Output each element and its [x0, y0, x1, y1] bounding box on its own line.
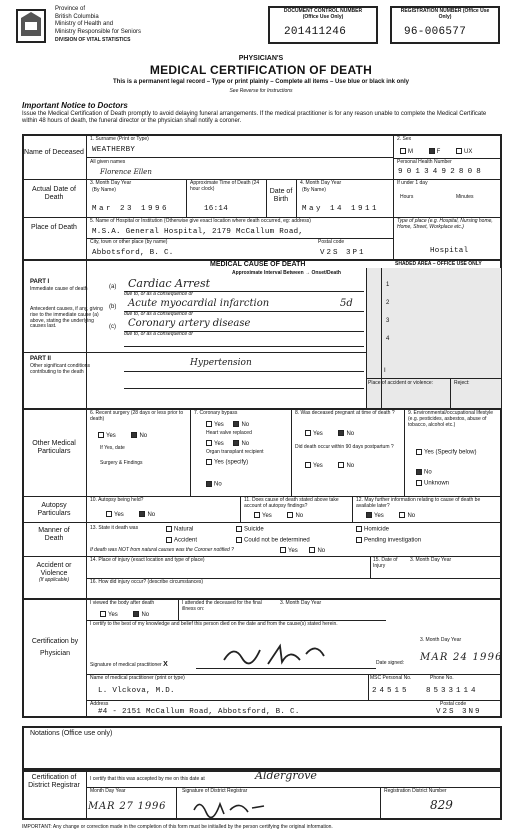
heart-valve-yes[interactable]: Yes [206, 441, 224, 447]
part2-label: PART II [30, 356, 51, 362]
cause-a-value: Cardiac Arrest [128, 277, 211, 290]
time-value: 16:14 [204, 205, 229, 213]
q11-no[interactable]: No [287, 513, 303, 519]
physician-signature [220, 640, 330, 671]
rule [86, 157, 393, 158]
cause-b-interval: 5d [340, 298, 353, 309]
registrar-section-label: Certification of District Registrar [28, 774, 80, 790]
row-mark-2: 2 [386, 300, 390, 306]
footer-important: IMPORTANT: Any change or correction made in the completion of this form must be initialled by the person certifying the original information. [22, 824, 333, 830]
registrar-place: Aldergrove [255, 769, 317, 782]
sex-f-checkbox[interactable]: F [429, 149, 441, 155]
rule [291, 408, 292, 496]
q11-yes[interactable]: Yes [254, 513, 272, 519]
manner-homicide[interactable]: Homicide [356, 526, 389, 533]
rule [296, 179, 297, 217]
rule [124, 371, 364, 372]
q7-label: 7. Coronary bypass [194, 410, 238, 416]
death-date-by-name: (By Name) [92, 187, 116, 193]
cause-b-marker: (b) [109, 304, 117, 310]
q6-no[interactable]: No [131, 433, 147, 439]
q6-label: 6. Recent surgery (28 days or less prior to death) [90, 410, 184, 422]
row-mark-4: 4 [386, 336, 390, 342]
if-yes-date: If Yes, date [100, 445, 125, 451]
due-to-a: due to, or as a consequence of [124, 291, 193, 297]
death-date-value: Mar 23 1996 [92, 205, 170, 213]
rule [190, 408, 191, 496]
place-type-label: Type of place (e.g. Hospital, Nursing home, Home, Street, Workplace etc.) [397, 218, 493, 230]
notations-label: Notations (Office use only) [30, 730, 113, 737]
attended-label: I attended the deceased for the final illness on: [182, 600, 262, 612]
part2-value: Hypertension [190, 358, 252, 368]
given-names-value: Florence Ellen [100, 168, 152, 176]
rule [124, 346, 364, 347]
q7-yes[interactable]: Yes [206, 422, 224, 428]
registrar-signature [190, 796, 270, 821]
city-label: City, town or other place (by name) [90, 239, 168, 245]
q12-yes[interactable]: Yes [366, 513, 384, 519]
attended-date-header: 3. Month Day Year [280, 600, 322, 606]
hospital-value: M.S.A. General Hospital, 2179 McCallum Road, [92, 228, 304, 236]
birth-section-label: Date of Birth [269, 188, 293, 204]
rule [381, 268, 382, 408]
place-section-label: Place of Death [31, 224, 77, 231]
q15-label: 15. Date of Injury [373, 557, 398, 569]
manner-natural[interactable]: Natural [166, 526, 193, 533]
q16-label: 16. How did injury occur? (describe circumstances) [90, 579, 204, 585]
accident-section-label: Accident or Violence (If applicable) [36, 562, 72, 584]
rule [450, 378, 451, 408]
heart-valve-options [206, 440, 249, 447]
q12-label: 12. May further information relating to cause of death be available later? [356, 497, 481, 509]
document-control-number: 201411246 [284, 26, 347, 38]
heart-valve-no[interactable]: No [233, 441, 249, 447]
other-section-label: Other Medical Particulars [32, 440, 76, 456]
sex-m-checkbox[interactable]: M [400, 149, 413, 155]
province-heading: Province of British Columbia Ministry of Health and Ministry Responsible for Seniors DIVISION OF VITAL STATISTICS [55, 6, 142, 43]
cause-c-value: Coronary artery disease [128, 318, 251, 329]
rule [186, 179, 187, 217]
coroner-options [280, 547, 325, 554]
q8-no[interactable]: No [338, 431, 354, 437]
q9-unknown[interactable]: Unknown [416, 480, 449, 487]
physicians-heading: PHYSICIAN'S [238, 55, 284, 62]
notice-text: Issue the Medical Certification of Death promptly to avoid delaying funeral arrangements. If the medical practitioner is for any reason unable to complete the Medical Certificate within 48 hours of death, the funeral director or the physician shall notify a coroner. [22, 111, 487, 124]
q15-date-header: 3. Month Day Year [410, 557, 452, 563]
q8b-no[interactable]: No [338, 463, 354, 469]
rule [352, 496, 353, 522]
under-1-day: If under 1 day [397, 180, 428, 186]
viewed-no[interactable]: No [133, 612, 149, 618]
q10-no[interactable]: No [139, 512, 155, 518]
part1-sub: Immediate cause of death [30, 286, 88, 292]
minutes-label: Minutes [456, 194, 474, 200]
district-label: Registration District Number [384, 788, 447, 794]
phn-value: 9013492808 [398, 168, 486, 176]
coroner-no[interactable]: No [309, 548, 325, 554]
rule [393, 135, 394, 179]
organ-no[interactable]: No [206, 481, 222, 488]
office-use-label: SHADED AREA – OFFICE USE ONLY [395, 261, 482, 267]
manner-section-label: Manner of Death [38, 527, 70, 543]
q12-options [366, 512, 415, 519]
given-names-label: All given names [90, 159, 126, 165]
q6-yes[interactable]: Yes [98, 433, 116, 439]
birth-date-by-name: (By Name) [302, 187, 326, 193]
q7-options [206, 421, 249, 428]
registrar-signature-label: Signature of District Registrar [182, 788, 248, 794]
notice-heading: Important Notice to Doctors [22, 101, 128, 110]
q9-no[interactable]: No [416, 469, 432, 476]
registrar-date-label: Month Day Year [90, 788, 126, 794]
certify-text: I certify to the best of my knowledge and belief this person died on the date and from the cause(s) stated herein. [90, 621, 338, 627]
q8b-label: Did death occur within 90 days postpartum ? [295, 444, 394, 450]
msc-label: MSC Personal No. [370, 675, 412, 681]
form-title: MEDICAL CERTIFICATION OF DEATH [149, 63, 373, 77]
sex-options [400, 148, 500, 155]
due-to-b: due to, or as a consequence of [124, 311, 193, 317]
coroner-yes[interactable]: Yes [280, 548, 298, 554]
msc-value: 24515 [372, 687, 410, 695]
q8-yes[interactable]: Yes [305, 431, 323, 437]
place-type-value: Hospital [430, 247, 469, 255]
rule [86, 771, 87, 819]
registration-number: 96-006577 [404, 26, 467, 38]
coroner-question: If death was NOT from natural causes was the Coroner notified ? [90, 547, 234, 553]
address-value: #4 - 2151 McCallum Road, Abbotsford, B. C. [98, 708, 300, 716]
certification-section-label: Certification by Physician [31, 638, 79, 657]
sex-ux-checkbox[interactable]: UX [456, 149, 472, 155]
city-value: Abbotsford, B. C. [92, 249, 174, 257]
viewed-yes[interactable]: Yes [100, 612, 118, 618]
rule [240, 496, 241, 522]
time-label: Approximate Time of Death (24 hour clock) [190, 180, 260, 192]
cert-postal-value: V2S 3N9 [436, 708, 482, 716]
reject-label: Reject: [454, 380, 470, 386]
bc-crest-logo [15, 6, 47, 46]
q11-options [254, 512, 303, 519]
practitioner-name: L. Vlckova, M.D. [98, 687, 175, 695]
rule [380, 787, 381, 819]
postal-value: V2S 3P1 [320, 249, 366, 257]
rule [366, 268, 367, 408]
surname-label: 1. Surname (Print or Type) [90, 136, 149, 142]
rule [124, 388, 364, 389]
autopsy-section-label: Autopsy Particulars [37, 502, 71, 518]
manner-pending[interactable]: Pending investigation [356, 537, 421, 544]
q11-label: 11. Does cause of death stated above take account of autopsy findings? [244, 497, 339, 509]
row-mark-3: 3 [386, 318, 390, 324]
sex-label: 2. Sex [397, 136, 412, 142]
cert-postal-label: Postal code [440, 701, 467, 707]
q9-label: 9. Environmental/occupational lifestyle (e.g. pesticides, asbestos, abuse of tobacco, alcohol etc.) [408, 410, 494, 428]
surname-value: WEATHERBY [92, 146, 136, 154]
rule [404, 408, 405, 496]
rule [370, 556, 371, 578]
form-subtitle: This is a permanent legal record – Type or print plainly – Complete all items – Use blue or black ink only [113, 79, 409, 85]
q6-options [98, 432, 147, 439]
death-date-section-label: Actual Date of Death [32, 186, 76, 202]
name-section-label: Name of Deceased [24, 149, 84, 156]
part1-label: PART I [30, 279, 50, 285]
q14-label: 14. Place of injury (exact location and type of place) [90, 557, 205, 563]
registration-number-box: REGISTRATION NUMBER (Office Use Only) 96-006577 [390, 6, 500, 44]
organ-yes-specify[interactable]: Yes (specify) [206, 459, 248, 466]
address-label: Address [90, 701, 109, 707]
heart-valve-label: Heart valve replaced [206, 430, 252, 436]
rule [393, 179, 394, 217]
rule [176, 787, 177, 819]
cause-a-marker: (a) [109, 284, 117, 290]
q13-label: 13. State it death was [90, 525, 139, 531]
q10-yes[interactable]: Yes [106, 512, 124, 518]
q8-options [305, 430, 354, 437]
hours-label: Hours [400, 194, 414, 200]
place-injury-label: Place of accident or violence: [368, 380, 434, 386]
postal-label: Postal code [318, 239, 345, 245]
manner-undetermined[interactable]: Could not be determined [236, 537, 310, 544]
rule [196, 668, 376, 669]
phn-label: Personal Health Number [397, 159, 452, 165]
rule [22, 352, 366, 353]
q7-no[interactable]: No [233, 422, 249, 428]
row-mark-1: 1 [386, 282, 390, 288]
manner-suicide[interactable]: Suicide [236, 526, 264, 533]
birth-date-value: May 14 1911 [302, 205, 380, 213]
death-date-label: 3. Month Day Year [90, 180, 132, 186]
manner-accident[interactable]: Accident [166, 537, 197, 544]
q12-no[interactable]: No [399, 513, 415, 519]
rule [366, 378, 502, 379]
signature-label: Signature of medical practitioner X [90, 661, 168, 668]
q8b-yes[interactable]: Yes [305, 463, 323, 469]
date-signed-header: 3. Month Day Year [420, 637, 462, 643]
organ-label: Organ transplant recipient [206, 449, 264, 455]
label-column-divider [86, 135, 87, 717]
q10-label: 10. Autopsy being held? [90, 497, 144, 503]
q9-yes[interactable]: Yes (Specify below) [416, 449, 476, 456]
date-signed-label: Date signed: [376, 660, 405, 666]
cause-b-value: Acute myocardial infarction [128, 298, 270, 309]
see-reverse: See Reverse for Instructions [229, 88, 293, 94]
viewed-label: I viewed the body after death [90, 600, 155, 606]
antecedent-text: Antecedent causes, if any, giving rise to the immediate cause (a) above, stating the underlying causes last. [30, 306, 103, 330]
viewed-options [100, 611, 149, 618]
interval-label: Approximate Interval Between → Onset/Death [232, 270, 341, 276]
registrar-date-value: MAR 27 1996 [88, 801, 167, 812]
district-value: 829 [430, 798, 453, 812]
phone-value: 8533114 [426, 687, 479, 695]
date-signed-value: MAR 24 1996 [420, 652, 503, 663]
birth-date-label: 4. Month Day Year [300, 180, 342, 186]
accepted-text: I certify that this was accepted by me on this date at [90, 776, 205, 782]
hospital-label: 5. Name of Hospital or Institution (Otherwise give exact location where death occurred, eg: address) [90, 218, 311, 224]
rule [22, 522, 502, 523]
part2-sub: Other significant conditions contributing to the death [30, 363, 91, 375]
q8-label: 8. Was deceased pregnant at time of death ? [295, 410, 395, 416]
practitioner-name-label: Name of medical practitioner (print or type) [90, 675, 185, 681]
rule [368, 674, 369, 700]
cause-c-marker: (c) [109, 324, 116, 330]
due-to-c: due to, or as a consequence of [124, 331, 193, 337]
rule [178, 598, 179, 620]
q10-options [106, 511, 155, 518]
rule [393, 217, 394, 259]
document-control-box: DOCUMENT CONTROL NUMBER (Office Use Only) 201411246 [268, 6, 378, 44]
cause-heading: MEDICAL CAUSE OF DEATH [210, 261, 306, 268]
surgery-findings: Surgery & Findings [100, 460, 143, 466]
q8b-options [305, 462, 354, 469]
row-mark-ii: I [384, 368, 386, 374]
phone-label: Phone No. [430, 675, 454, 681]
